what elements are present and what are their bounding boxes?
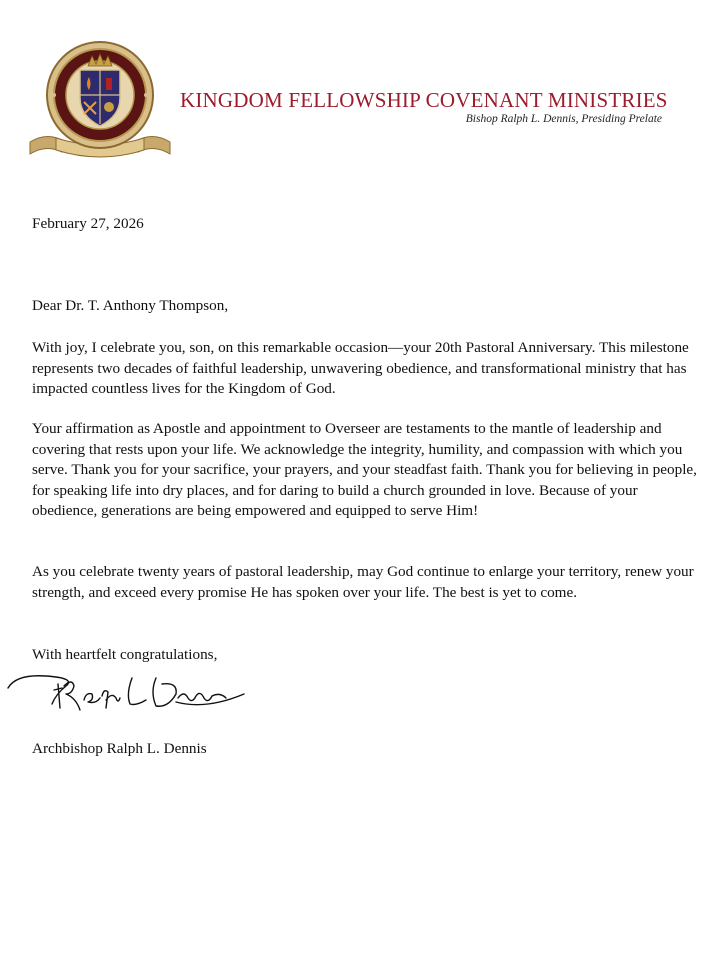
signer-name: Archbishop Ralph L. Dennis xyxy=(32,740,207,757)
ministry-seal-logo xyxy=(26,40,174,160)
organization-name: KINGDOM FELLOWSHIP COVENANT MINISTRIES xyxy=(180,88,668,112)
closing-line: With heartfelt congratulations, xyxy=(32,646,218,663)
presiding-prelate-line: Bishop Ralph L. Dennis, Presiding Prelate xyxy=(465,113,662,125)
letter-date: February 27, 2026 xyxy=(32,215,144,232)
letter-paragraph-1: With joy, I celebrate you, son, on this remarkable occasion—your 20th Pastoral Anniversary. This milestone represents two decades of faithful leadership, unwavering obedience, and transformational ministry that has impacted countless lives for the Kingdom of God. xyxy=(32,339,689,397)
handwritten-signature xyxy=(6,664,252,716)
letter-paragraph-2: Your affirmation as Apostle and appointment to Overseer are testaments to the mantle of leadership and covering that rests upon your life. We acknowledge the integrity, humility, and compassion with which you serve. Thank you for your sacrifice, your prayers, and your steadfast faith. Thank you for believing in people, for speaking life into dry places, and for daring to build a church grounded in love. Because of your obedience, generations are being empowered and equipped to serve Him! xyxy=(32,420,697,519)
salutation: Dear Dr. T. Anthony Thompson, xyxy=(32,297,229,314)
letter-paragraph-3: As you celebrate twenty years of pastoral leadership, may God continue to enlarge your territory, renew your strength, and exceed every promise He has spoken over your life. The best is yet to come. xyxy=(32,563,694,601)
